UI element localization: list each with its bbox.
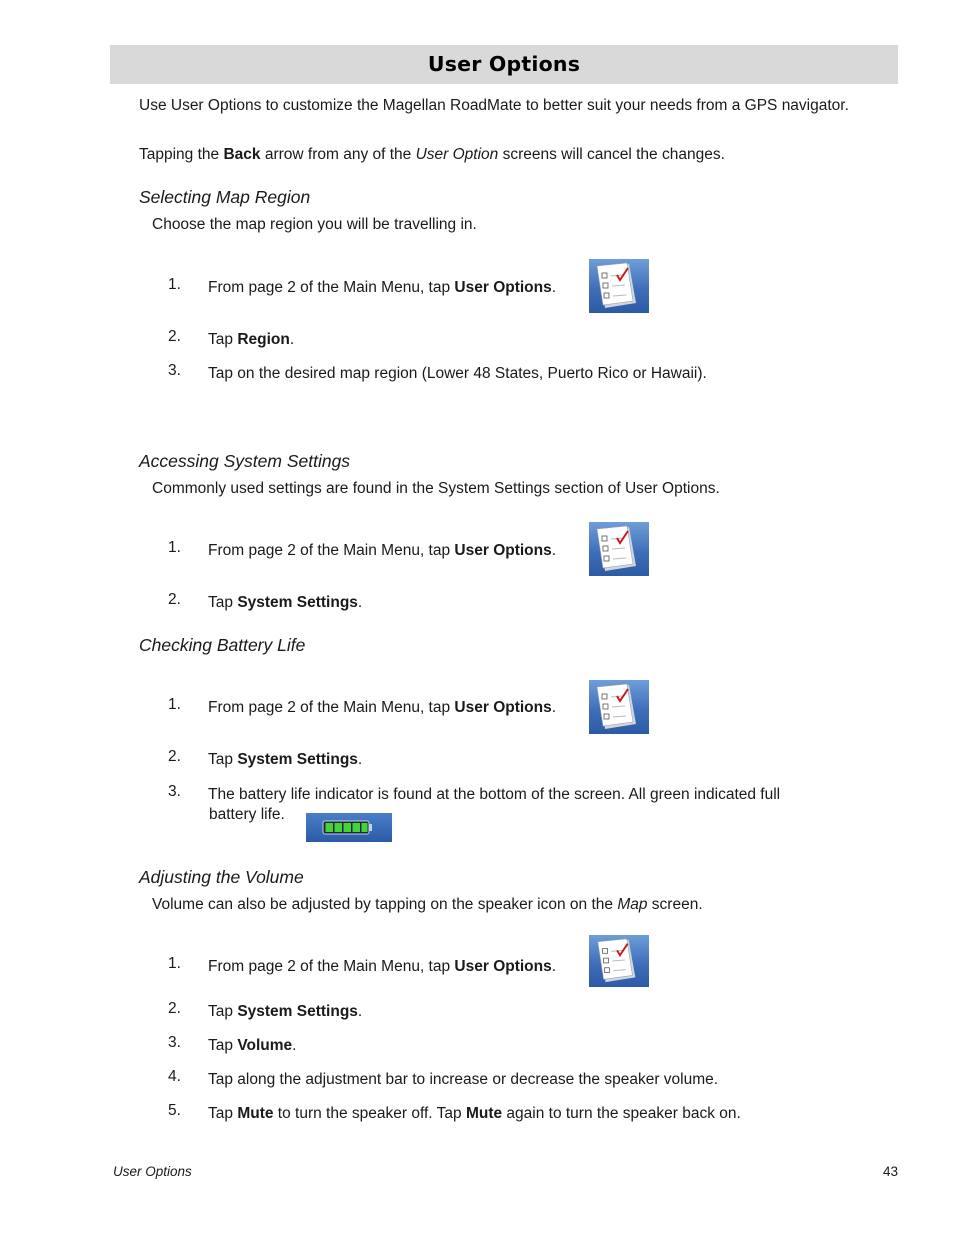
step-number: 5. [168,1102,181,1119]
heading-accessing-system-settings: Accessing System Settings [139,451,351,471]
user-options-icon [589,935,649,987]
title-bar [110,45,898,84]
heading-adjusting-the-volume: Adjusting the Volume [139,867,304,887]
step-number: 2. [168,328,181,345]
volume-description: Volume can also be adjusted by tapping on the speaker icon on the Map screen. [152,896,703,913]
battery-full-icon [306,813,392,842]
volume-step-5: Tap Mute to turn the speaker off. Tap Mute again to turn the speaker back on. [208,1105,741,1122]
volume-step-1: From page 2 of the Main Menu, tap User Options. [208,958,557,975]
system-step-1: From page 2 of the Main Menu, tap User Options. [208,542,557,559]
region-step-2: Tap Region. [208,331,295,348]
footer-page-number: 43 [882,1164,898,1179]
step-number: 1. [168,276,181,293]
heading-checking-battery-life: Checking Battery Life [139,635,306,655]
volume-step-2: Tap System Settings. [208,1003,363,1020]
step-number: 1. [168,539,181,556]
intro-paragraph: Use User Options to customize the Magellan RoadMate to better suit your needs from a GPS navigator. [139,97,849,114]
step-number: 3. [168,362,181,379]
battery-step-2: Tap System Settings. [208,751,363,768]
region-step-1: From page 2 of the Main Menu, tap User Options. [208,279,557,296]
battery-step-1: From page 2 of the Main Menu, tap User Options. [208,699,557,716]
step-number: 3. [168,1034,181,1051]
page-title: User Options [427,52,581,76]
battery-step-3-line1: The battery life indicator is found at the bottom of the screen. All green indicated full [208,786,781,803]
footer-section-name: User Options [113,1164,192,1179]
step-number: 4. [168,1068,181,1085]
heading-selecting-map-region: Selecting Map Region [139,187,311,207]
step-number: 1. [168,696,181,713]
step-number: 2. [168,591,181,608]
user-options-icon [589,680,649,734]
region-description: Choose the map region you will be travelling in. [152,216,477,233]
battery-step-3-line2: battery life. [209,806,285,823]
user-options-icon [589,259,649,313]
volume-step-4: Tap along the adjustment bar to increase or decrease the speaker volume. [208,1071,719,1088]
step-number: 1. [168,955,181,972]
region-step-3: Tap on the desired map region (Lower 48 States, Puerto Rico or Hawaii). [208,365,707,382]
step-number: 2. [168,1000,181,1017]
step-number: 2. [168,748,181,765]
system-description: Commonly used settings are found in the System Settings section of User Options. [152,480,720,497]
back-note: Tapping the Back arrow from any of the User Option screens will cancel the changes. [139,146,725,163]
user-options-icon [589,522,649,576]
step-number: 3. [168,783,181,800]
volume-step-3: Tap Volume. [208,1037,297,1054]
system-step-2: Tap System Settings. [208,594,363,611]
